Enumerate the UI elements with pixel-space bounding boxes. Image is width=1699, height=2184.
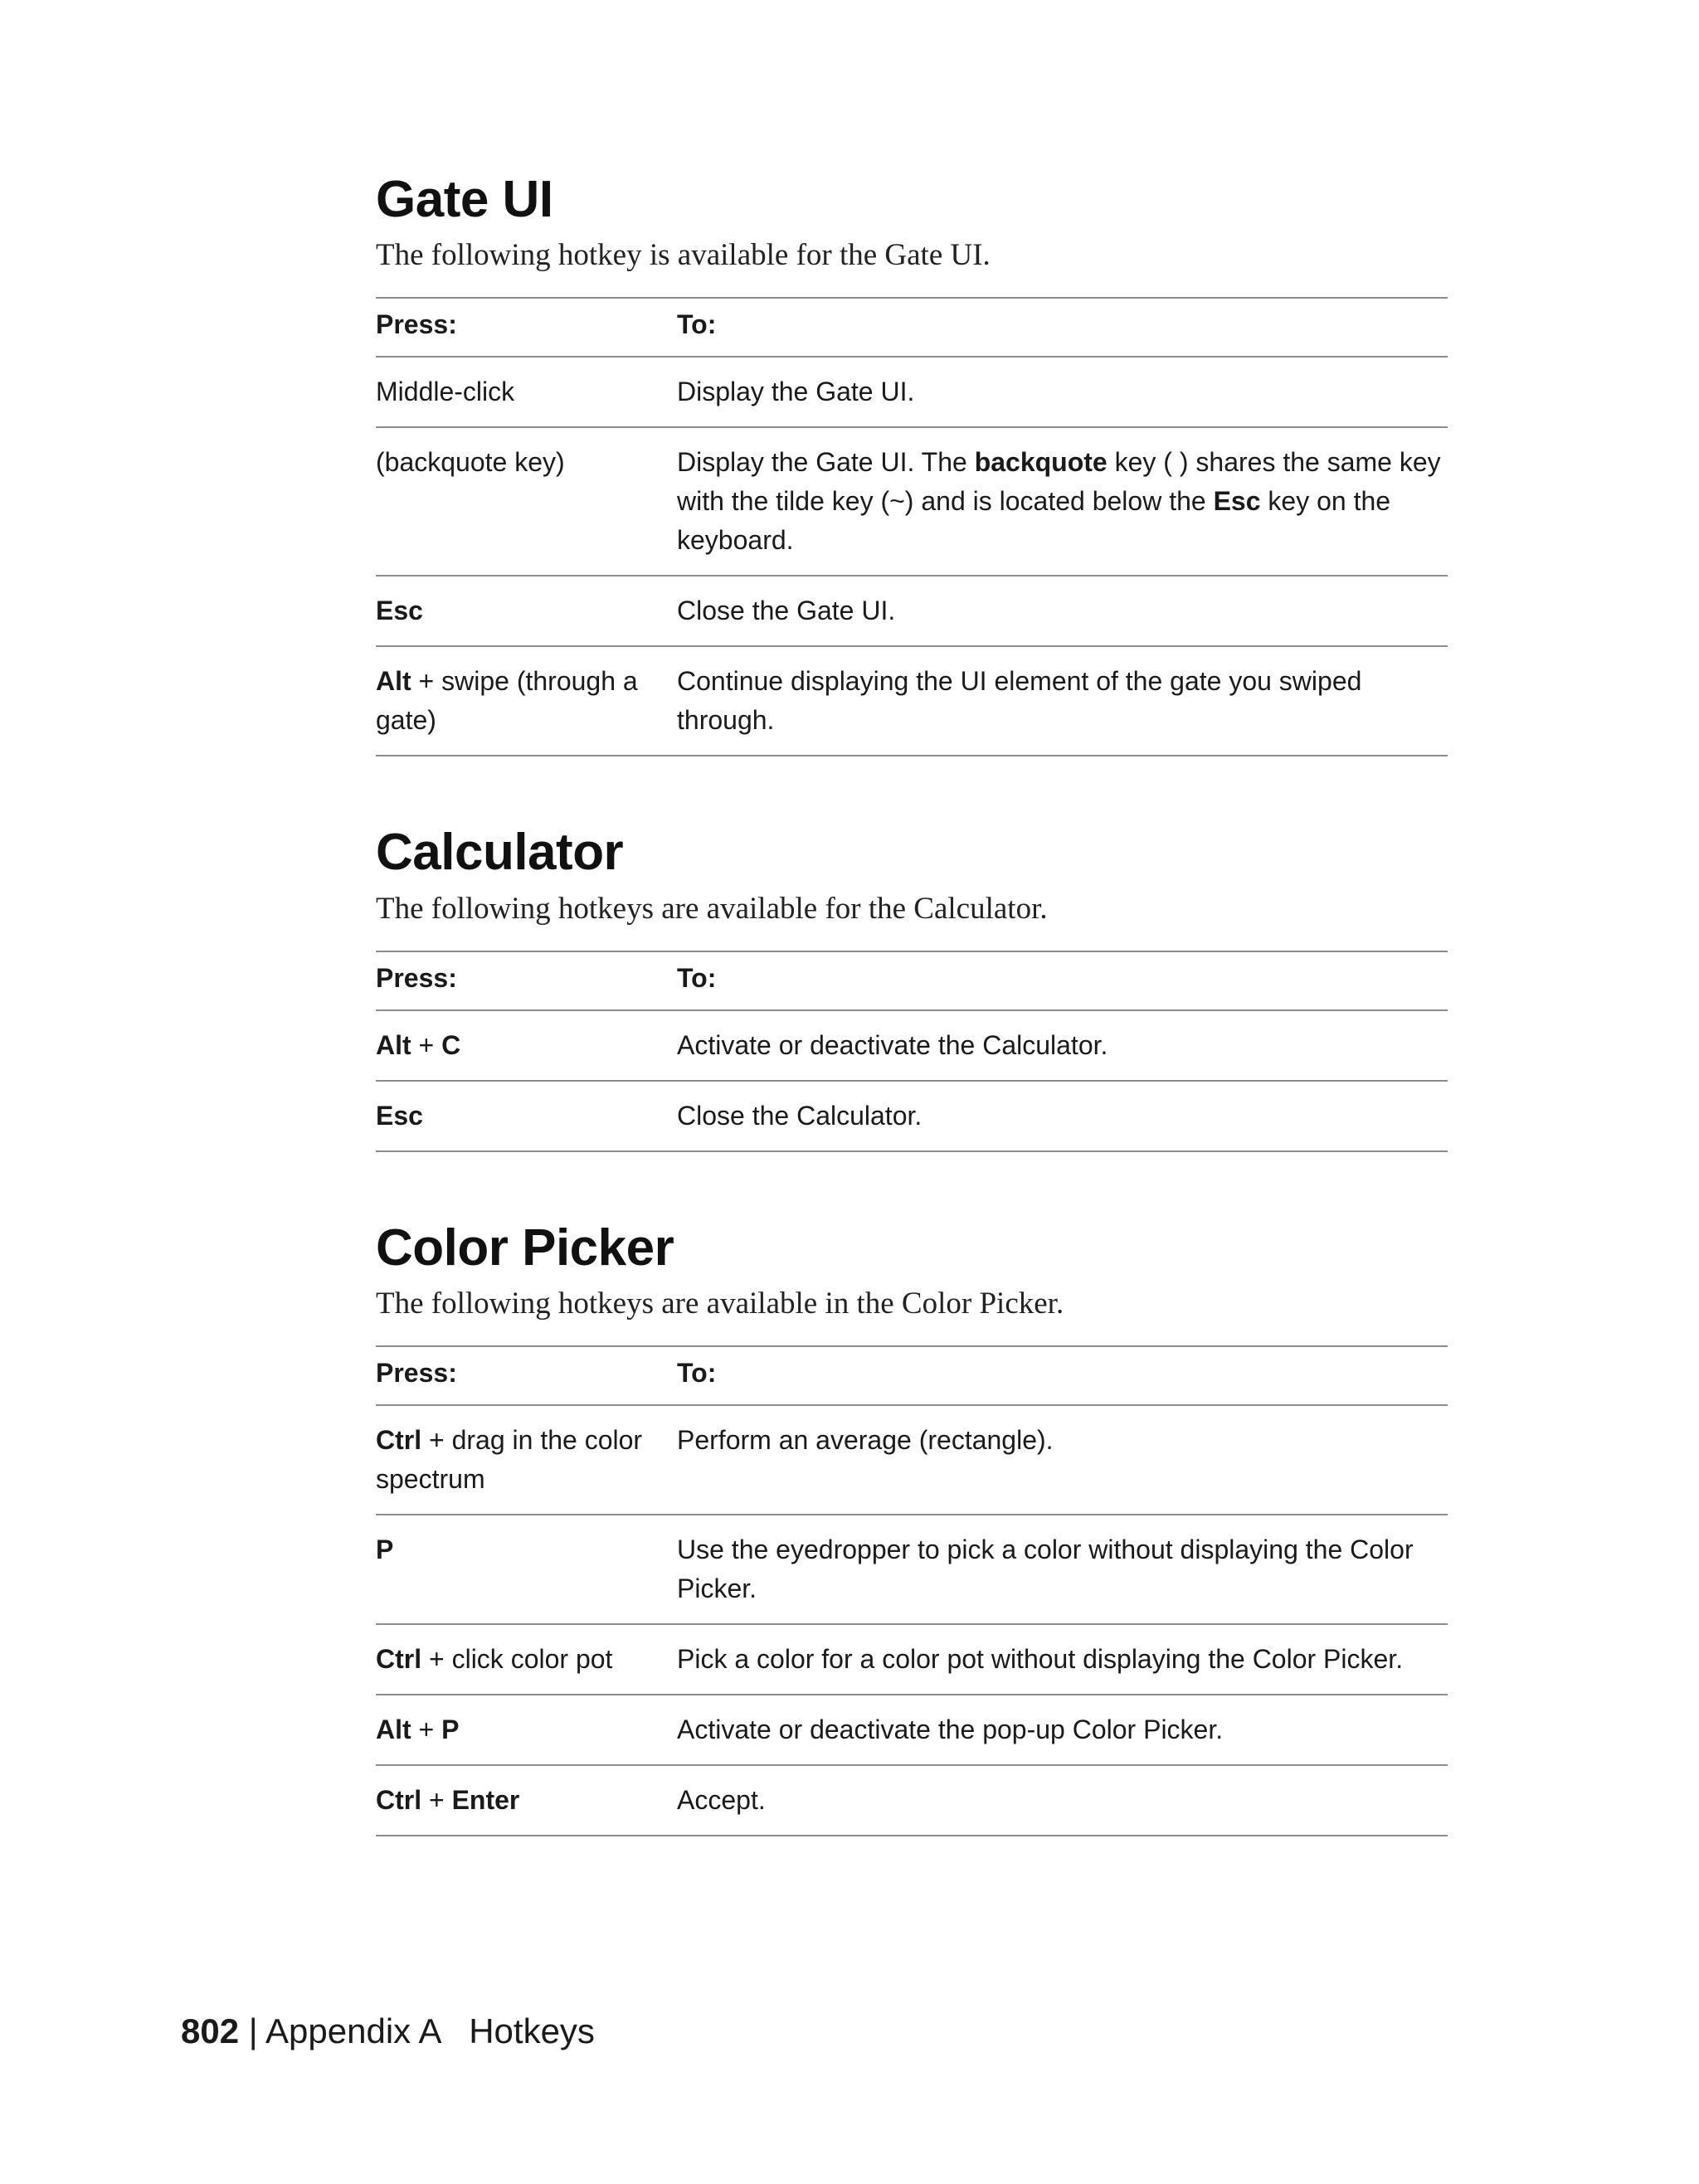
- action-cell: [677, 576, 1448, 646]
- key-name: Esc: [376, 1100, 423, 1131]
- footer-gap: [440, 2011, 469, 2050]
- table-header-row: [376, 298, 1448, 357]
- section-title: Gate UI: [376, 171, 553, 228]
- action-cell: [677, 357, 1448, 427]
- key-name: P: [441, 1715, 460, 1745]
- key-name: C: [441, 1029, 461, 1060]
- hotkey-table: [376, 951, 1448, 1152]
- table-row: [376, 1624, 1448, 1695]
- key-name: Alt: [376, 1029, 411, 1060]
- table-header-row: [376, 1346, 1448, 1405]
- header-to: To:: [677, 1346, 1448, 1405]
- table-row: [376, 1010, 1448, 1081]
- section-title: Calculator: [376, 824, 624, 882]
- key-name: Ctrl: [376, 1785, 422, 1816]
- cell-text: Close the Calculator.: [677, 1100, 923, 1131]
- footer-chapter-title: Hotkeys: [469, 2011, 595, 2050]
- cell-text: +: [411, 1029, 442, 1060]
- press-cell: [376, 1765, 677, 1836]
- press-cell: [376, 1010, 677, 1081]
- table-row: [376, 427, 1448, 576]
- cell-text: key on the keyboard.: [677, 486, 1391, 556]
- action-cell: [677, 1624, 1448, 1695]
- footer-chapter: Appendix A: [265, 2011, 441, 2050]
- cell-text: Accept.: [677, 1785, 766, 1816]
- cell-text: Activate or deactivate the Calculator.: [677, 1029, 1108, 1060]
- press-cell: [376, 646, 677, 756]
- table-header-row: [376, 951, 1448, 1010]
- action-cell: [677, 1081, 1448, 1151]
- table-row: [376, 646, 1448, 756]
- hotkey-rows: [376, 1010, 1448, 1151]
- key-name: Esc: [376, 596, 423, 626]
- section-color-picker: [376, 1218, 1448, 1836]
- action-cell: [677, 427, 1448, 576]
- section-intro: The following hotkeys are available for the Calculator.: [376, 891, 1048, 926]
- key-name: Enter: [451, 1785, 520, 1816]
- action-cell: [677, 1695, 1448, 1765]
- cell-text: Close the Gate UI.: [677, 596, 896, 626]
- section-title: Color Picker: [376, 1218, 674, 1277]
- cell-text: Display the Gate UI.: [677, 377, 915, 407]
- page-content: [376, 170, 1448, 1903]
- action-cell: [677, 1010, 1448, 1081]
- key-name: P: [376, 1535, 394, 1565]
- table-row: [376, 1515, 1448, 1624]
- action-cell: [677, 1515, 1448, 1624]
- header-press: Press:: [376, 951, 677, 1010]
- table-row: [376, 1695, 1448, 1765]
- key-name: Alt: [376, 1715, 411, 1745]
- hotkey-table: [376, 1345, 1448, 1836]
- hotkey-rows: [376, 357, 1448, 756]
- cell-text: +: [411, 1715, 442, 1745]
- action-cell: [677, 646, 1448, 756]
- press-cell: [376, 357, 677, 427]
- hotkey-table: [376, 297, 1448, 756]
- hotkey-rows: [376, 1405, 1448, 1836]
- key-name: Ctrl: [376, 1425, 422, 1456]
- section-calculator: [376, 823, 1448, 1151]
- press-cell: [376, 1624, 677, 1695]
- cell-text: Continue displaying the UI element of the gate you swiped through.: [677, 666, 1362, 736]
- cell-text: Middle-click: [376, 377, 515, 407]
- cell-text: + swipe (through a gate): [376, 666, 638, 736]
- table-row: [376, 357, 1448, 427]
- press-cell: [376, 1081, 677, 1151]
- section-gate-ui: [376, 170, 1448, 756]
- header-press: Press:: [376, 298, 677, 357]
- key-name: Alt: [376, 666, 411, 697]
- page-footer: [181, 2011, 595, 2051]
- table-row: [376, 1081, 1448, 1151]
- header-to: To:: [677, 951, 1448, 1010]
- cell-text: Perform an average (rectangle).: [677, 1425, 1054, 1456]
- table-row: [376, 1765, 1448, 1836]
- key-name: Ctrl: [376, 1644, 422, 1675]
- press-cell: [376, 427, 677, 576]
- cell-text: (backquote key): [376, 447, 565, 478]
- cell-text: + click color pot: [421, 1644, 613, 1675]
- press-cell: [376, 1405, 677, 1515]
- key-name: Esc: [1213, 486, 1261, 517]
- press-cell: [376, 1695, 677, 1765]
- cell-text: + drag in the color spectrum: [376, 1425, 643, 1495]
- header-to: To:: [677, 298, 1448, 357]
- press-cell: [376, 1515, 677, 1624]
- cell-text: Display the Gate UI. The: [677, 447, 975, 478]
- section-intro: The following hotkey is available for the Gate UI.: [376, 238, 991, 273]
- table-row: [376, 1405, 1448, 1515]
- cell-text: +: [421, 1785, 452, 1816]
- action-cell: [677, 1405, 1448, 1515]
- footer-separator: |: [239, 2011, 266, 2050]
- press-cell: [376, 576, 677, 646]
- section-intro: The following hotkeys are available in the Color Picker.: [376, 1287, 1064, 1321]
- header-press: Press:: [376, 1346, 677, 1405]
- table-row: [376, 576, 1448, 646]
- cell-text: Activate or deactivate the pop-up Color Picker.: [677, 1715, 1224, 1745]
- cell-text: Pick a color for a color pot without displaying the Color Picker.: [677, 1644, 1404, 1675]
- cell-text: key ( ) shares the same key with the tilde key (~) and is located below the: [677, 447, 1441, 517]
- cell-text: Use the eyedropper to pick a color without displaying the Color Picker.: [677, 1535, 1414, 1604]
- page-number: 802: [181, 2011, 240, 2050]
- key-name: backquote: [974, 447, 1108, 478]
- action-cell: [677, 1765, 1448, 1836]
